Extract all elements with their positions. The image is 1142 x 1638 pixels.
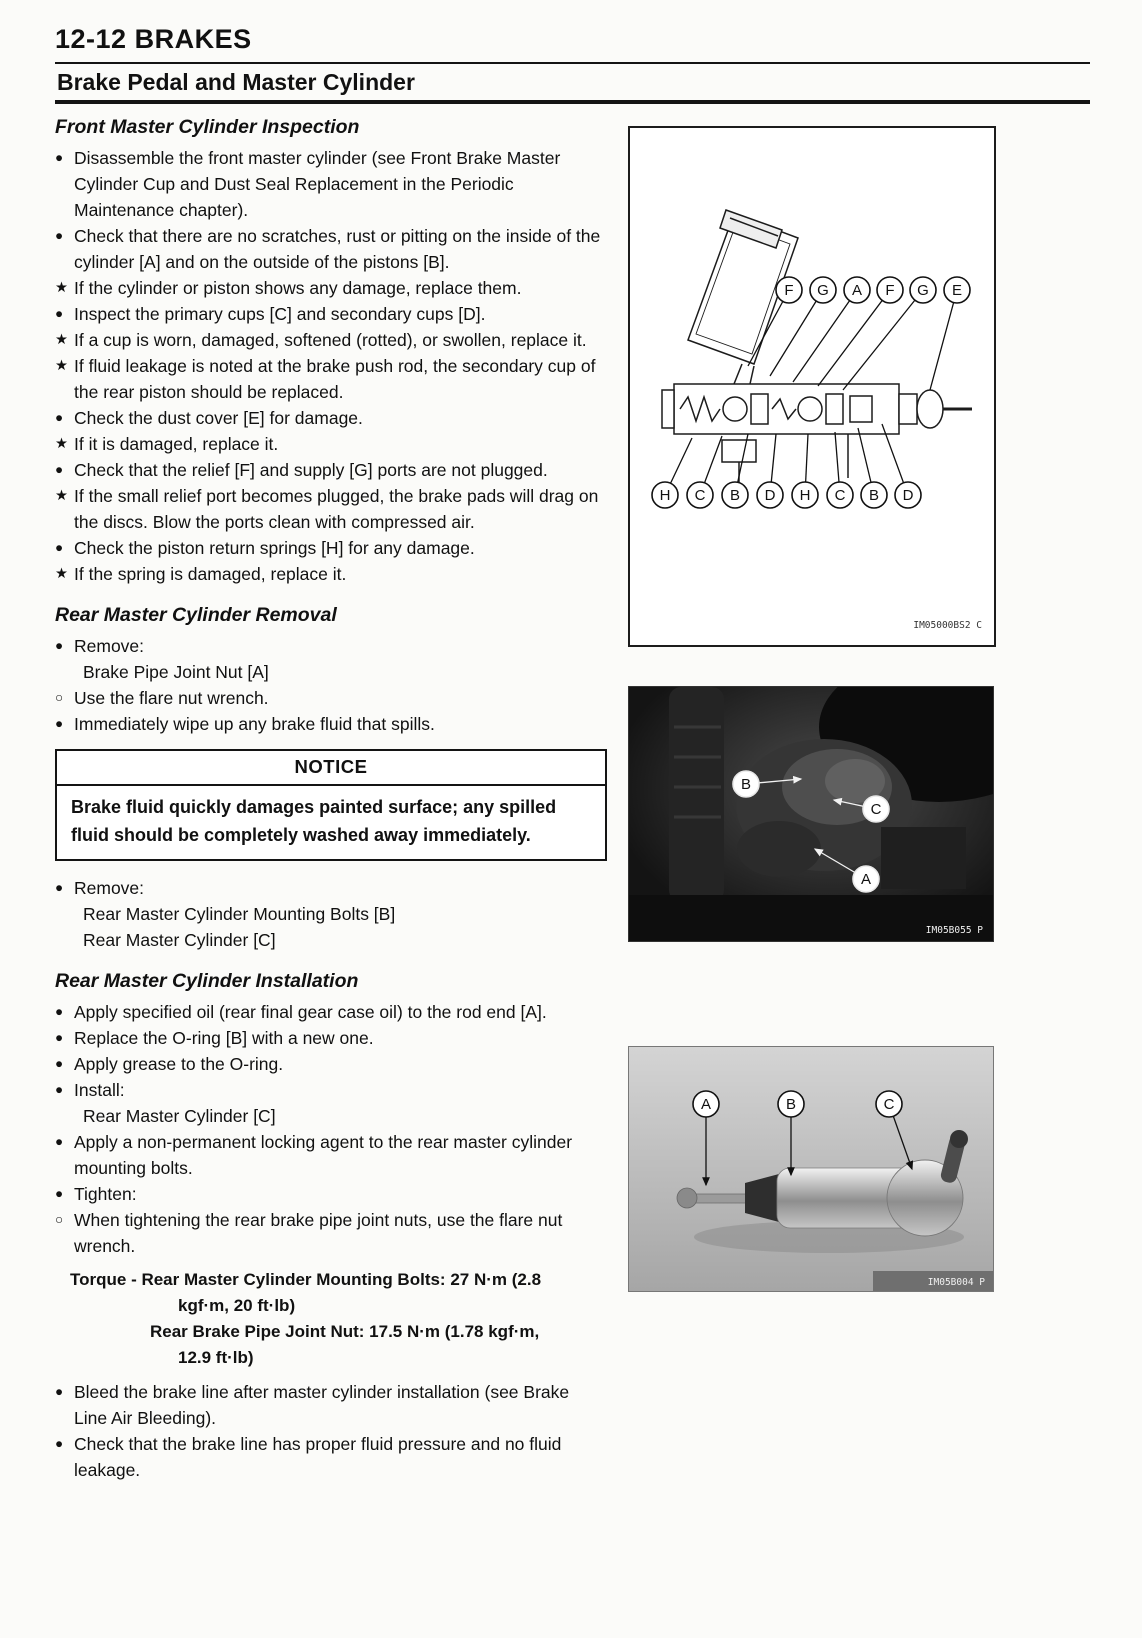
- procedure-step: [55, 483, 607, 535]
- procedure-step: [55, 145, 607, 223]
- circle-marker: ○: [55, 1212, 64, 1227]
- notice-box: [55, 749, 607, 861]
- front-inspection-steps: [55, 145, 607, 587]
- callout-letter-G: G: [817, 282, 829, 299]
- procedure-step: [55, 927, 607, 953]
- procedure-step: [55, 1431, 607, 1483]
- star-marker: ★: [55, 332, 68, 348]
- callout-letter-C: C: [870, 801, 882, 818]
- procedure-step: [55, 457, 607, 483]
- text-column: [55, 114, 607, 1483]
- procedure-heading-rear-removal: Rear Master Cylinder Removal: [55, 604, 337, 626]
- step-text: If the spring is damaged, replace it.: [74, 564, 347, 584]
- step-text: Check that there are no scratches, rust or pitting on the inside of the cylinder [A] and on the outside of the pistons [B].: [74, 226, 601, 272]
- bullet-marker: ●: [55, 1384, 64, 1399]
- callout-letter-D: D: [902, 487, 914, 504]
- rear-installation-steps: [55, 999, 607, 1259]
- procedure-step: [55, 535, 607, 561]
- photo-background: [629, 687, 993, 941]
- step-text: Tighten:: [74, 1184, 137, 1204]
- step-text: Remove:: [74, 636, 145, 656]
- step-text: Apply specified oil (rear final gear case oil) to the rod end [A].: [74, 1002, 547, 1022]
- callout-leader-line: [818, 290, 890, 386]
- bullet-marker: ●: [55, 410, 64, 425]
- step-text: Check that the brake line has proper fluid pressure and no fluid leakage.: [74, 1434, 562, 1480]
- procedure-step: [55, 275, 607, 301]
- procedure-step: [55, 301, 607, 327]
- star-marker: ★: [55, 488, 68, 504]
- figure-rear-master-cylinder-photo: [628, 686, 994, 942]
- callout-letter-C: C: [834, 487, 846, 504]
- chapter-title: BRAKES: [134, 24, 252, 54]
- rear-removal-steps: [55, 633, 607, 737]
- torque-spec-block: [70, 1267, 607, 1371]
- bullet-marker: ●: [55, 1082, 64, 1097]
- procedure-step: [55, 633, 607, 659]
- step-text: Check the piston return springs [H] for any damage.: [74, 538, 475, 558]
- procedure-step: [55, 327, 607, 353]
- bullet-marker: ●: [55, 1186, 64, 1201]
- callout-letter-B: B: [785, 1096, 797, 1113]
- notice-body: Brake fluid quickly damages painted surface; any spilled fluid should be completely washed away immediately.: [71, 797, 557, 845]
- callout-leader-line: [843, 290, 923, 390]
- section-rule: [55, 100, 1090, 104]
- bullet-marker: ●: [55, 1056, 64, 1071]
- callout-leader-line: [793, 290, 857, 382]
- callout-letter-B: B: [740, 776, 752, 793]
- step-text: If a cup is worn, damaged, softened (rotted), or swollen, replace it.: [74, 330, 587, 350]
- bullet-marker: ●: [55, 638, 64, 653]
- torque-spec-line: 12.9 ft·lb): [178, 1348, 254, 1367]
- cylinder-body-drawing: [662, 384, 972, 484]
- page-content: [55, 114, 1090, 1594]
- procedure-step: [55, 711, 607, 737]
- bullet-marker: ●: [55, 306, 64, 321]
- page-title: [55, 24, 1090, 55]
- page-number: 12-12: [55, 24, 127, 54]
- callout-letter-G: G: [917, 282, 929, 299]
- rear-removal-steps-continued: [55, 875, 607, 953]
- callout-letter-A: A: [700, 1096, 712, 1113]
- figure-front-master-cylinder-diagram: [628, 126, 996, 647]
- bullet-marker: ●: [55, 150, 64, 165]
- bullet-marker: ●: [55, 1004, 64, 1019]
- procedure-step: [55, 1129, 607, 1181]
- bullet-marker: ●: [55, 1030, 64, 1045]
- step-text: Rear Master Cylinder [C]: [83, 1106, 276, 1126]
- step-text: If the cylinder or piston shows any damage, replace them.: [74, 278, 522, 298]
- procedure-step: [55, 405, 607, 431]
- rear-installation-final-steps: [55, 1379, 607, 1483]
- callout-letter-D: D: [764, 487, 776, 504]
- step-text: Inspect the primary cups [C] and secondary cups [D].: [74, 304, 486, 324]
- torque-spec-line: kgf·m, 20 ft·lb): [178, 1296, 296, 1315]
- torque-spec-line: Rear Brake Pipe Joint Nut: 17.5 N·m (1.78 kgf·m,: [150, 1322, 540, 1341]
- step-text: Bleed the brake line after master cylinder installation (see Brake Line Air Bleeding).: [74, 1382, 570, 1428]
- procedure-step: [55, 353, 607, 405]
- figure3-code: IM05B004 P: [927, 1277, 985, 1288]
- callout-letter-H: H: [799, 487, 811, 504]
- rear-master-cylinder-part-svg: [629, 1047, 993, 1291]
- step-text: Install:: [74, 1080, 125, 1100]
- star-marker: ★: [55, 358, 68, 374]
- procedure-heading-front-inspection: Front Master Cylinder Inspection: [55, 116, 360, 138]
- procedure-heading-rear-installation: Rear Master Cylinder Installation: [55, 970, 359, 992]
- notice-title: NOTICE: [57, 751, 605, 786]
- procedure-step: [55, 223, 607, 275]
- step-text: Apply grease to the O-ring.: [74, 1054, 284, 1074]
- callout-letter-C: C: [694, 487, 706, 504]
- procedure-step: [55, 1181, 607, 1207]
- figure-rear-master-cylinder-part-photo: [628, 1046, 994, 1292]
- callout-letter-A: A: [860, 871, 872, 888]
- callout-letter-F: F: [784, 282, 794, 299]
- callout-letter-H: H: [659, 487, 671, 504]
- procedure-step: [55, 1103, 607, 1129]
- procedure-step: [55, 1025, 607, 1051]
- star-marker: ★: [55, 566, 68, 582]
- bullet-marker: ●: [55, 880, 64, 895]
- step-text: Check the dust cover [E] for damage.: [74, 408, 363, 428]
- callout-letter-B: B: [868, 487, 880, 504]
- callout-letter-A: A: [851, 282, 863, 299]
- bullet-marker: ●: [55, 1436, 64, 1451]
- step-text: Rear Master Cylinder Mounting Bolts [B]: [83, 904, 396, 924]
- star-marker: ★: [55, 436, 68, 452]
- procedure-step: [55, 659, 607, 685]
- section-title: Brake Pedal and Master Cylinder: [57, 69, 415, 95]
- procedure-step: [55, 431, 607, 457]
- star-marker: ★: [55, 280, 68, 296]
- bullet-marker: ●: [55, 716, 64, 731]
- step-text: Rear Master Cylinder [C]: [83, 930, 276, 950]
- step-text: Brake Pipe Joint Nut [A]: [83, 662, 269, 682]
- bullet-marker: ●: [55, 1134, 64, 1149]
- header-rule: [55, 62, 1090, 64]
- callout-letter-C: C: [883, 1096, 895, 1113]
- step-text: Check that the relief [F] and supply [G] ports are not plugged.: [74, 460, 548, 480]
- procedure-step: [55, 561, 607, 587]
- circle-marker: ○: [55, 690, 64, 705]
- bullet-marker: ●: [55, 462, 64, 477]
- procedure-step: [55, 999, 607, 1025]
- callout-letter-B: B: [729, 487, 741, 504]
- figure2-code: IM05B055 P: [925, 925, 983, 936]
- step-text: Use the flare nut wrench.: [74, 688, 269, 708]
- fig1-bottom-callouts: [652, 424, 921, 508]
- procedure-step: [55, 1051, 607, 1077]
- step-text: If it is damaged, replace it.: [74, 434, 279, 454]
- procedure-step: [55, 1077, 607, 1103]
- step-text: When tightening the rear brake pipe joint nuts, use the flare nut wrench.: [74, 1210, 563, 1256]
- bullet-marker: ●: [55, 228, 64, 243]
- rear-master-cylinder-photo-svg: [629, 687, 993, 941]
- torque-spec-line: Torque - Rear Master Cylinder Mounting Bolts: 27 N·m (2.8: [70, 1270, 542, 1289]
- step-text: Remove:: [74, 878, 145, 898]
- figure1-code: IM05000BS2 C: [913, 620, 982, 631]
- step-text: If fluid leakage is noted at the brake push rod, the secondary cup of the rear piston should be replaced.: [74, 356, 596, 402]
- bullet-marker: ●: [55, 540, 64, 555]
- procedure-step: [55, 685, 607, 711]
- callout-leader-line: [770, 290, 823, 376]
- step-text: Apply a non-permanent locking agent to the rear master cylinder mounting bolts.: [74, 1132, 573, 1178]
- callout-letter-F: F: [885, 282, 895, 299]
- procedure-step: [55, 875, 607, 901]
- procedure-step: [55, 901, 607, 927]
- step-text: Replace the O-ring [B] with a new one.: [74, 1028, 374, 1048]
- fig1-top-callouts: [748, 277, 970, 390]
- callout-leader-line: [930, 290, 957, 390]
- step-text: Disassemble the front master cylinder (see Front Brake Master Cylinder Cup and Dust Seal Replacement in the Periodic Maintenance chapter).: [74, 148, 561, 220]
- front-master-cylinder-diagram-svg: [630, 128, 994, 645]
- step-text: If the small relief port becomes plugged, the brake pads will drag on the discs. Blow the ports clean with compressed air.: [74, 486, 599, 532]
- step-text: Immediately wipe up any brake fluid that spills.: [74, 714, 435, 734]
- callout-letter-E: E: [951, 282, 963, 299]
- procedure-step: [55, 1379, 607, 1431]
- procedure-step: [55, 1207, 607, 1259]
